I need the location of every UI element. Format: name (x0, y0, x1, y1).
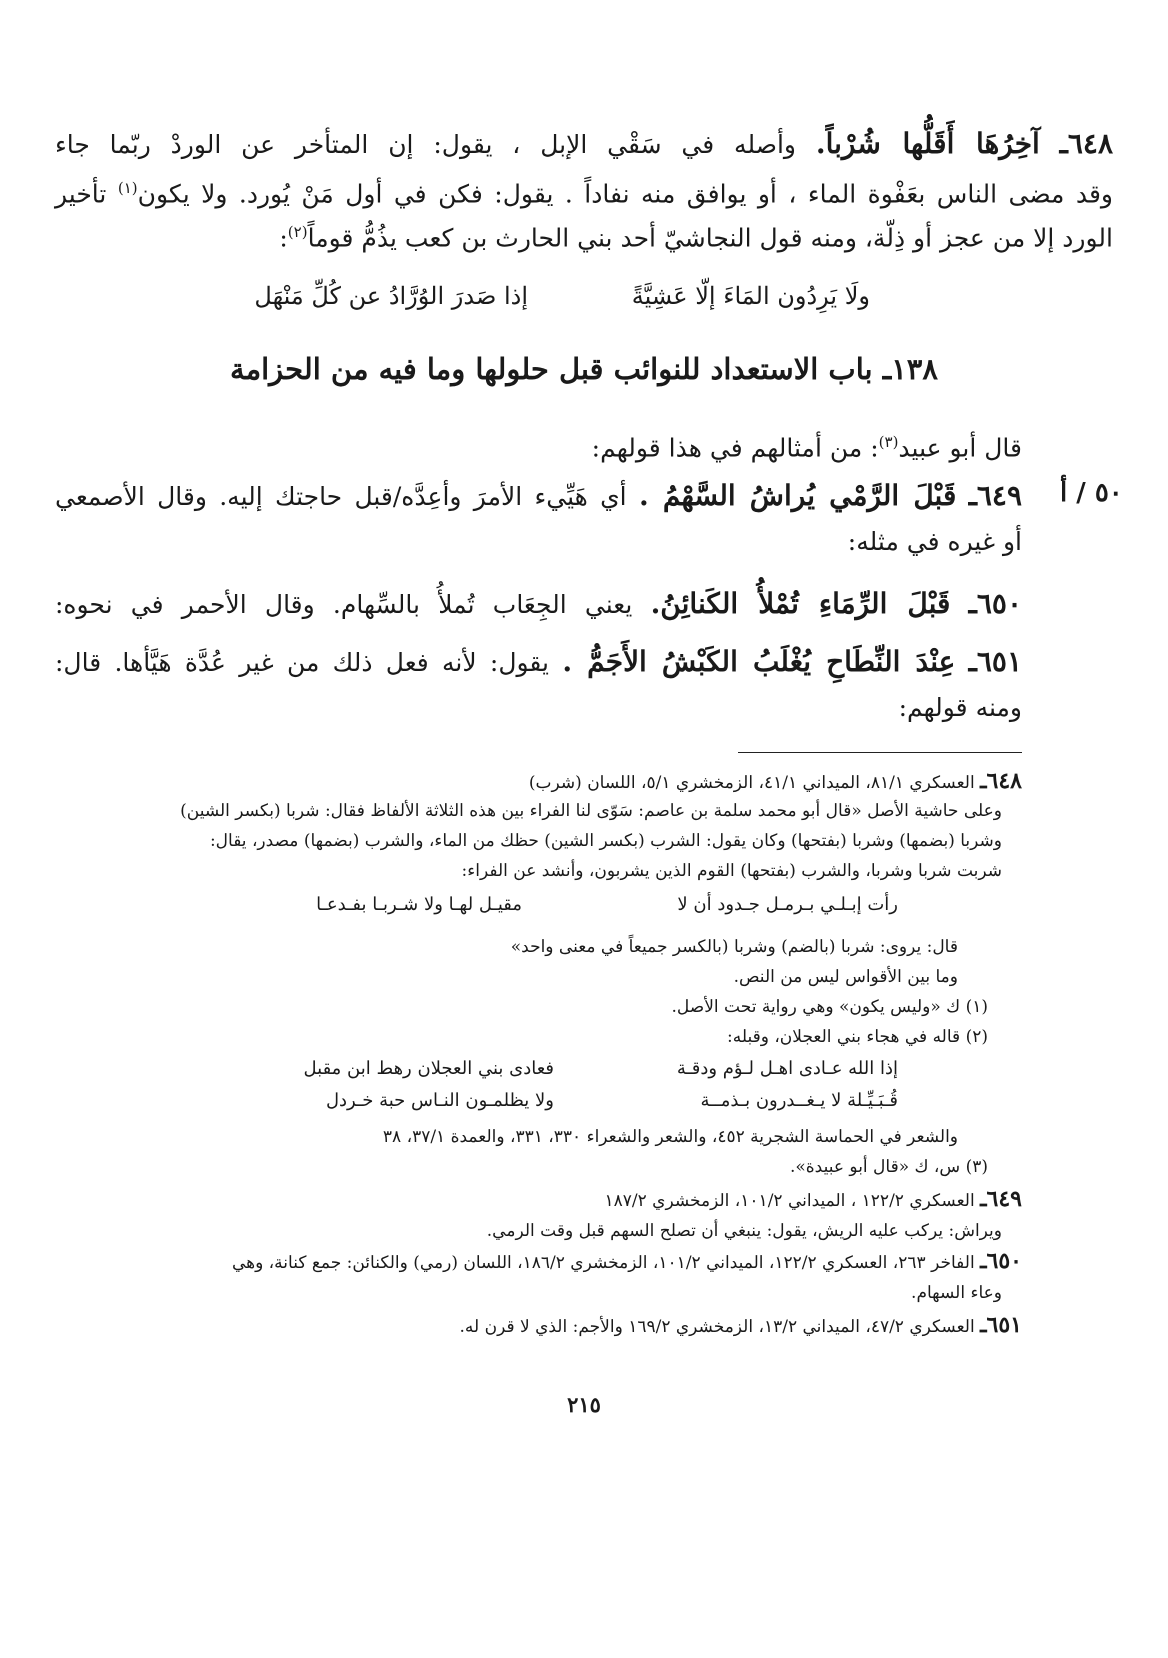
footnote-648-line-4: شربت شربا وشربا، والشرب (بفتحها) القوم الذين يشربون، وأنشد عن الفراء: (461, 861, 1002, 881)
intro-text: قال أبو عبيد (898, 433, 1022, 463)
footnote-649-line-2: ويراش: يركب عليه الريش، يقول: ينبغي أن تصلح السهم قبل وقت الرمي. (486, 1221, 1002, 1241)
footnote-verse-1-second: مقيـل لهـا ولا شـربـا بفـدعـا (316, 894, 522, 915)
p648-number: ٦٤٨ـ (1059, 127, 1113, 160)
p648-line-2-end: تأخير (55, 179, 107, 209)
footnote-650-sources: الفاخر ٢٦٣، العسكري ١٢٢/٢، الميداني ١٠١/٢، الزمخشري ١٨٦/٢، اللسان (رمي) والكنائن: جمع كنانة، وهي (231, 1253, 975, 1273)
p648-proverb: آخِرُهَا أَقَلُّها شُرْباً. (815, 127, 1040, 160)
footnote-651-line-1 (459, 1312, 1022, 1340)
footnote-ref-3: (٣) (878, 433, 899, 451)
footnote-divider (738, 752, 1022, 753)
verse-first-hemistich: ولَا يَرِدُون المَاءَ إلّا عَشِيَّةً (631, 282, 870, 310)
intro-line (592, 424, 1022, 466)
footnote-651-sources: العسكري ٤٧/٢، الميداني ١٣/٢، الزمخشري ١٦٩/٢ والأجم: الذي لا قرن له. (459, 1317, 975, 1337)
page-number: ٢١٥ (567, 1392, 601, 1417)
footnote-648-line-3: وشربا (بضمها) وشربا (بفتحها) وكان يقول: الشرب (بكسر الشين) حظك من الماء، والشرب (بضمها) مصدر، يقال: (209, 831, 1002, 851)
footnote-650-line-2: وعاء السهام. (911, 1283, 1002, 1303)
footnote-ref-1: (١) (117, 179, 138, 197)
p649-number: ٦٤٩ـ (968, 479, 1023, 512)
footnote-verse-2-second: فعادى بني العجلان رهط ابن مقبل (303, 1058, 554, 1079)
footnote-648-line-6: وما بين الأقواس ليس من النص. (733, 967, 958, 987)
verse-second-hemistich: إذا صَدرَ الوُرَّادُ عن كُلِّ مَنْهَل (254, 282, 528, 310)
p651-line-2: ومنه قولهم: (898, 693, 1022, 722)
p648-line-2 (55, 170, 1113, 212)
footnote-649-line-1 (605, 1186, 1022, 1214)
footnote-ref-2: (٢) (287, 223, 308, 241)
footnote-648-line-5: قال: يروى: شربا (بالضم) وشربا (بالكسر جميعاً في معنى واحد» (510, 937, 958, 957)
p649-text: أي هَيِّيء الأمرَ وأعِدَّه/قبل حاجتك إليه. وقال الأصمعي (55, 482, 627, 511)
p650-number: ٦٥٠ـ (968, 587, 1022, 620)
margin-folio-note: ٥٠ / أ (1060, 478, 1123, 508)
footnote-649-number: ٦٤٩ـ (980, 1186, 1022, 1212)
footnote-verse-3-first: قُـبَـيِّـلة لا يـغــدرون بـذمــة (700, 1090, 898, 1111)
footnote-648-line-1 (529, 768, 1022, 796)
footnote-2: (٢) قاله في هجاء بني العجلان، وقبله: (726, 1027, 988, 1047)
footnote-verse-2-first: إذا الله عـادى اهـل لـؤم ودقـة (676, 1058, 898, 1079)
footnote-649-sources: العسكري ١٢٢/٢ ، الميداني ١٠١/٢، الزمخشري ١٨٧/٢ (604, 1191, 975, 1211)
p649-line-1 (55, 478, 1022, 515)
footnote-650-number: ٦٥٠ـ (980, 1248, 1022, 1274)
p650-line (55, 586, 1022, 623)
p648-line-3 (55, 214, 1113, 256)
p650-proverb: قَبْلَ الرِّمَاءِ تُمْلأُ الكَنائِنُ. (650, 587, 951, 620)
p651-line-1 (55, 644, 1022, 681)
p648-line-2-text: وقد مضى الناس بعَفْوة الماء ، أو يوافق منه نفاداً . يقول: فكن في أول مَنْ يُورد. ولا يكون (137, 179, 1113, 209)
footnote-648-sources: العسكري ٨١/١، الميداني ٤١/١، الزمخشري ٥/١، اللسان (شرب) (528, 773, 975, 793)
p649-line-2: أو غيره في مثله: (847, 527, 1022, 556)
footnote-3: (٣) س، ك «قال أبو عبيدة». (789, 1157, 988, 1177)
p649-proverb: قَبْلَ الرَّمْي يُراشُ السَّهْمُ . (638, 479, 957, 512)
footnote-verse-1-first: رأت إبـلـي بـرمـل جـدود أن لا (677, 894, 898, 915)
footnote-verse-3-second: ولا يظلمـون النـاس حبة خـردل (325, 1090, 554, 1111)
footnote-1: (١) ك «وليس يكون» وهي رواية تحت الأصل. (671, 997, 988, 1017)
p650-text: يعني الجِعَاب تُملأُ بالسِّهام. وقال الأحمر في نحوه: (55, 590, 633, 619)
footnote-648-number: ٦٤٨ـ (980, 768, 1022, 794)
footnote-650-line-1 (232, 1248, 1022, 1276)
p648-text: وأصله في سَقْي الإبل ، يقول: إن المتأخر عن الوردْ ربّما جاء (55, 130, 796, 159)
footnote-2-sources: والشعر في الحماسة الشجرية ٤٥٢، والشعر والشعراء ٣٣٠، ٣٣١، والعمدة ٣٧/١، ٣٨ (382, 1127, 958, 1147)
intro-text-end: : من أمثالهم في هذا قولهم: (591, 433, 879, 463)
chapter-heading: ١٣٨ـ باب الاستعداد للنوائب قبل حلولها وما فيه من الحزامة (230, 352, 938, 386)
footnote-648-line-2: وعلى حاشية الأصل «قال أبو محمد سلمة بن عاصم: سَوّى لنا الفراء بين هذه الثلاثة الألفاظ فقال: شربا (بكسر الشين) (180, 801, 1002, 821)
p648-line-1 (55, 126, 1113, 163)
p648-line-3-text: الورد إلا من عجز أو ذِلّة، ومنه قول النجاشيّ أحد بني الحارث بن كعب يذُمُّ قوماً (307, 223, 1113, 253)
p648-line-3-end: : (279, 223, 288, 253)
p651-proverb: عِنْدَ النِّطَاحِ يُغْلَبُ الكَبْشُ الأَجَمُّ . (562, 645, 956, 678)
p651-number: ٦٥١ـ (968, 645, 1022, 678)
footnote-651-number: ٦٥١ـ (980, 1312, 1022, 1338)
p651-text: يقول: لأنه فعل ذلك من غير عُدَّة هَيَّأها. قال: (55, 648, 550, 677)
